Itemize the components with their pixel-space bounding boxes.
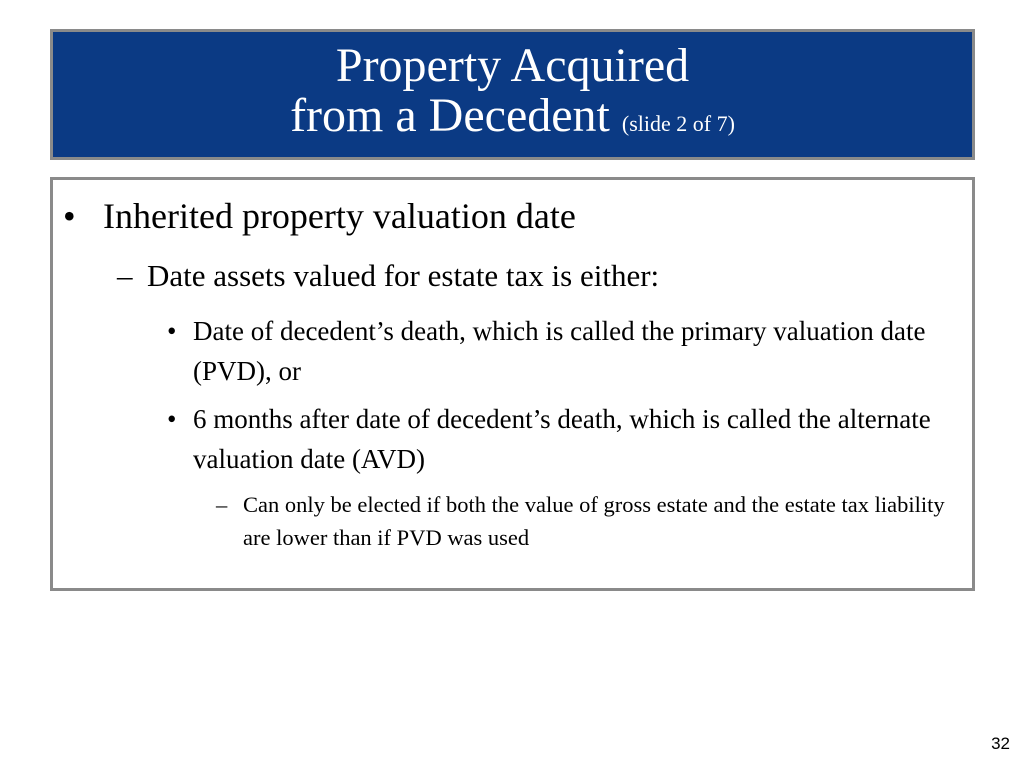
bullet-marker: •	[167, 404, 177, 434]
bullet-text: Inherited property valuation date	[103, 196, 576, 236]
bullet-text: Can only be elected if both the value of gross estate and the estate tax liability are lower than if PVD was used	[243, 492, 945, 550]
dash-marker: –	[216, 492, 228, 517]
title-line-2	[53, 91, 972, 149]
bullet-text: Date assets valued for estate tax is either:	[147, 258, 660, 293]
content-area	[50, 177, 975, 591]
bullet-level-3-pvd	[167, 311, 957, 391]
page-number: 32	[991, 734, 1010, 753]
bullet-level-3-avd	[167, 399, 957, 479]
bullet-marker: •	[63, 196, 76, 236]
bullet-text: Date of decedent’s death, which is called the primary valuation date (PVD), or	[193, 316, 926, 386]
title-banner	[50, 29, 975, 160]
title-line-1: Property Acquired	[335, 39, 690, 92]
bullet-level-2	[117, 258, 937, 294]
slide-counter: (slide 2 of 7)	[621, 111, 735, 136]
title-main-text: from a Decedent	[290, 89, 610, 142]
bullet-marker: •	[167, 316, 177, 346]
dash-marker: –	[117, 258, 133, 293]
bullet-text: 6 months after date of decedent’s death, which is called the alternate valuation date (AVD)	[193, 404, 931, 474]
bullet-level-1	[63, 196, 943, 236]
bullet-level-4	[216, 488, 956, 554]
